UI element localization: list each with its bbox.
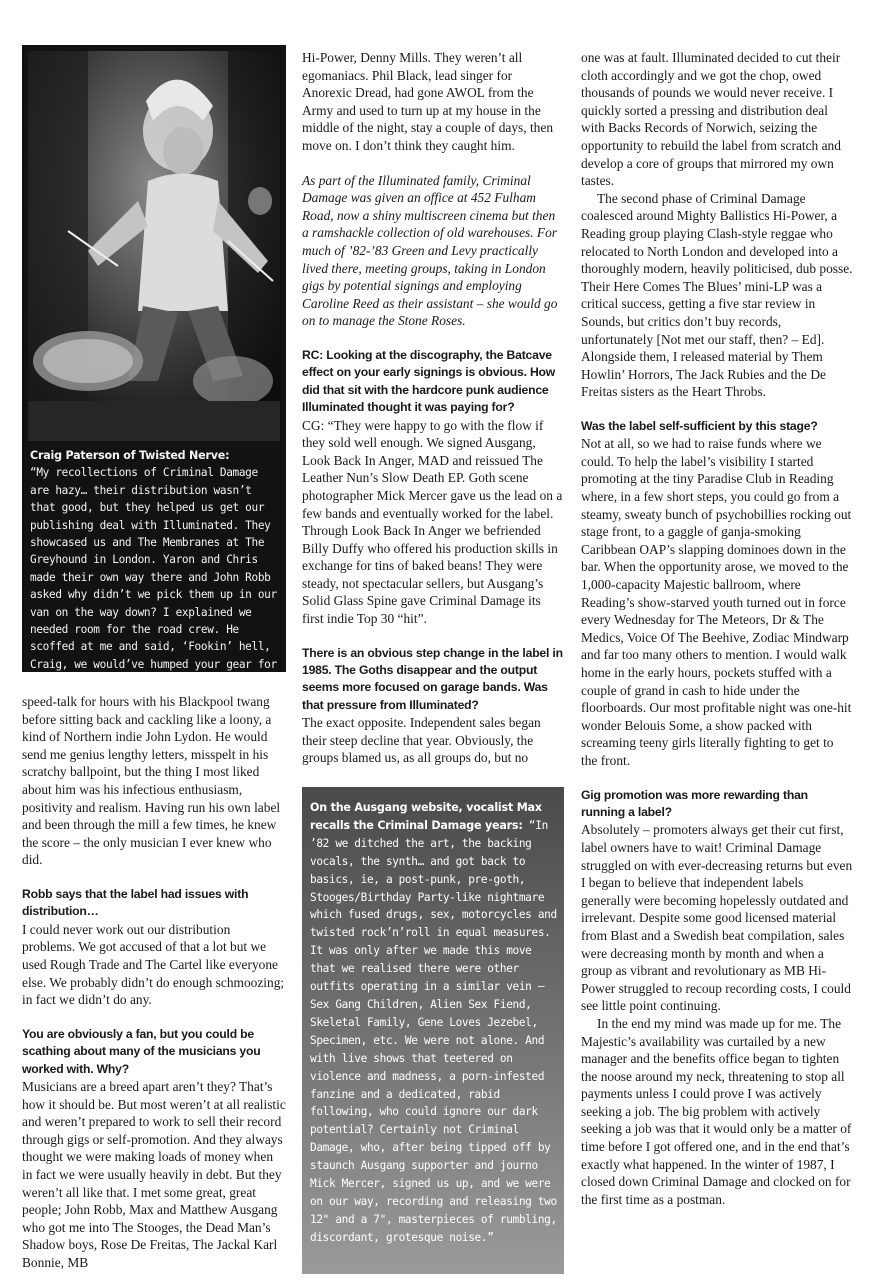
- col2-paragraph-4: The exact opposite. Independent sales began their steep decline that year. Obviously, the groups blamed us, as all groups do, but no: [302, 715, 541, 766]
- photo-caption: [30, 447, 278, 672]
- ausgang-quote-body: “In ’82 we ditched the art, the backing vocals, the synth… and got back to basics, ie, a post-punk, pre-goth, Stooges/Birthday Party-like nightmare which fused drugs, sex, motorcycles and twisted rock’n’roll in equal measures. It was only after we made this move that we realised there were other outfits operating in a similar vein – Sex Gang Children, Alien Sex Fiend, Skeletal Family, Gene Loves Jezebel, Specimen, etc. We were not alone. And with live shows that teetered on violence and madness, a porn-infested fanzine and a dedicated, rabid following, who could ignore our dark potential? Certainly not Criminal Damage, who, after being tipped off by staunch Ausgang supporter and journo Mick Mercer, signed us up, and we were on our way, recording and releasing two 12" and a 7", masterpieces of rumbling, discordant, grotesque noise.”: [310, 818, 557, 1244]
- col1-paragraph-2: I could never work out our distribution problems. We got accused of that a lot but we used Rough Trade and The Cartel like everyone else. We probably didn’t do enough schmoozing; in fact we didn’t do any.: [22, 921, 285, 1008]
- photo-caption-body: “My recollections of Criminal Damage are hazy… their distribution wasn’t that good, but they helped us get our publishing deal with Illuminated. They showcased us and The Membranes at The Greyhound in London. Yaron and Chris made their own way there and John Robb asked why didn’t we pick them up in our van on the way down? I explained we needed room for the road crew. He scoffed at me and said, ‘Fookin’ hell, Craig, we would’ve humped your gear for: [30, 466, 277, 671]
- ausgang-quote-lead: On the Ausgang website, vocalist Max recalls the Criminal Damage years:: [310, 801, 542, 832]
- col2-paragraph-1: Hi-Power, Denny Mills. They weren’t all egomaniacs. Phil Black, lead singer for Anorexic Dread, had gone AWOL from the Army and used to turn up at my house in the middle of the night, stay a couple of days, then move on. I don’t think they caught him.: [302, 50, 554, 153]
- col3-paragraph-2: The second phase of Criminal Damage coalesced around Mighty Ballistics Hi-Power, a Reading group playing Clash-style reggae who relocated to North London and developed into a thoroughly modern, heavily politicised, dub posse. Their Here Comes The Blues’ mini-LP was a critical success, getting a five star review in Sounds, but critics don’t buy records, unfortunately [Not met our staff, then? – Ed]. Alongside them, I released material by Them Howlin’ Horrors, The Jack Rubies and the De Freitas sisters as the Heart Throbs.: [581, 190, 853, 400]
- col3-paragraph-5: In the end my mind was made up for me. The Majestic’s availability was curtailed by a new manager and the benefits office began to tighten the noose around my neck, threatening to stop all payments unless I could prove I was actively seeking a job. The big problem with actively seeking a job was that it would only be a matter of time before I got offered one, and in the end that’s exactly what happened. In the winter of 1987, I closed down Criminal Damage and clocked on for the first time as a postman.: [581, 1015, 852, 1207]
- col2-question-2: There is an obvious step change in the label in 1985. The Goths disappear and the output seems more focused on garage bands. Was that pressure from Illuminated?: [302, 645, 563, 712]
- ausgang-quote-text: [310, 799, 558, 1247]
- col1-paragraph-3: Musicians are a breed apart aren’t they? That’s how it should be. But most weren’t at all realistic and weren’t prepared to work to sell their record through gigs or self-promotion. And they always thought we were making loads of money when in fact we were usually heavily in debt. But they weren’t all like that. I met some great, great people; John Robb, Max and Matthew Ausgang who got me into The Stooges, the Dead Man’s Shadow boys, Rose De Freitas, The Jackal Karl Bonnie, MB: [22, 1078, 286, 1270]
- column-2-text: [302, 49, 564, 767]
- band-photo: [28, 51, 280, 441]
- col3-question-2: Gig promotion was more rewarding than running a label?: [581, 787, 808, 819]
- column-1-text: [22, 693, 286, 1271]
- col3-paragraph-1: one was at fault. Illuminated decided to cut their cloth accordingly and we got the chop, owed thousands of pounds we would never receive. I quickly sorted a pressing and distribution deal with Backs Records of Norwich, seizing the opportunity to rebuild the label from scratch and develop a core of groups that mirrored my own tastes.: [581, 50, 841, 189]
- column-3-text: [581, 49, 853, 1208]
- col2-intro-italic: As part of the Illuminated family, Criminal Damage was given an office at 452 Fulham Road, now a shiny multiscreen cinema but then a ramshackle collection of old warehouses. For much of ’82-’83 Green and Levy practically lived there, meeting groups, taking in London gigs by potential signings and employing Caroline Reed as their assistant – she would go on to manage the Stone Roses.: [302, 172, 558, 329]
- photo-caption-lead: Craig Paterson of Twisted Nerve:: [30, 449, 230, 462]
- ausgang-quote-box: [302, 787, 564, 1274]
- photo-sidebar: [22, 45, 286, 672]
- col3-paragraph-3: Not at all, so we had to raise funds where we could. To help the label’s visibility I started promoting at the tiny Paradise Club in Reading where, in a few short steps, you could go from a steamy, sweaty bunch of psychobillies rocking out stage front, to a gaggle of ganja-smoking Caribbean OAP’s slapping dominoes down in the bar. When the opportunity arose, we moved to the 1,000-capacity Majestic ballroom, where Reading’s show-starved youth turned out in force every Wednesday for The Meteors, Dr & The Medics, Voice Of The Beehive, Zodiac Mindwarp and far too many others to mention. I would walk home in the early hours, pockets stuffed with a couple of grand in cash to hide under the floorboards. Our most profitable night was one-hit wonder Belouis Some, a show packed with screaming teeny girls literally fighting to get to the front.: [581, 436, 852, 768]
- col1-question-1: Robb says that the label had issues with distribution…: [22, 886, 249, 919]
- col2-question-1: RC: Looking at the discography, the Batcave effect on your early signings is obvious. How did that sit with the hardcore punk audience Illuminated thought it was paying for?: [302, 347, 556, 415]
- col3-question-1: Was the label self-sufficient by this stage?: [581, 418, 818, 433]
- col3-paragraph-4: Absolutely – promoters always get their cut first, label owners have to wait! Criminal Damage struggled on with ever-decreasing returns but even I began to believe that independent labels generally were becoming hopelessly outdated and irrelevant. Despite some good licensed material from Blast and a Swedish beat compilation, sales were decreasing month by month and when a group as vibrant and revolutionary as MB Hi-Power struggled to recoup recording costs, I could see little point continuing.: [581, 822, 853, 1014]
- col1-paragraph-1: speed-talk for hours with his Blackpool twang before sitting back and cackling like a loony, a kind of Northern indie John Lydon. He would send me genius lengthy letters, misspelt in his scratchy ballpoint, but the thing I most liked about him was his infectious enthusiasm, positivity and realism. Having run his own label and been through the mill a few times, he knew the score – the only musician I ever knew who did.: [22, 694, 281, 868]
- col2-paragraph-3: CG: “They were happy to go with the flow if they sold well enough. We signed Ausgang, Look Back In Anger, MAD and reissued The Leather Nun’s Slow Death EP. Goth scene photographer Mick Mercer gave us the lead on a few bands and eventually worked for the label. Through Look Back In Anger we befriended Billy Duffy who offered his production skills in exchange for tins of baked beans! They were steady, not spectacular sellers, but Ausgang’s Solid Glass Spine gave Criminal Damage its first indie Top 30 “hit”.: [302, 417, 563, 627]
- col1-question-2: You are obviously a fan, but you could be scathing about many of the musicians you worked with. Why?: [22, 1026, 261, 1076]
- band-photo-image: [28, 51, 280, 441]
